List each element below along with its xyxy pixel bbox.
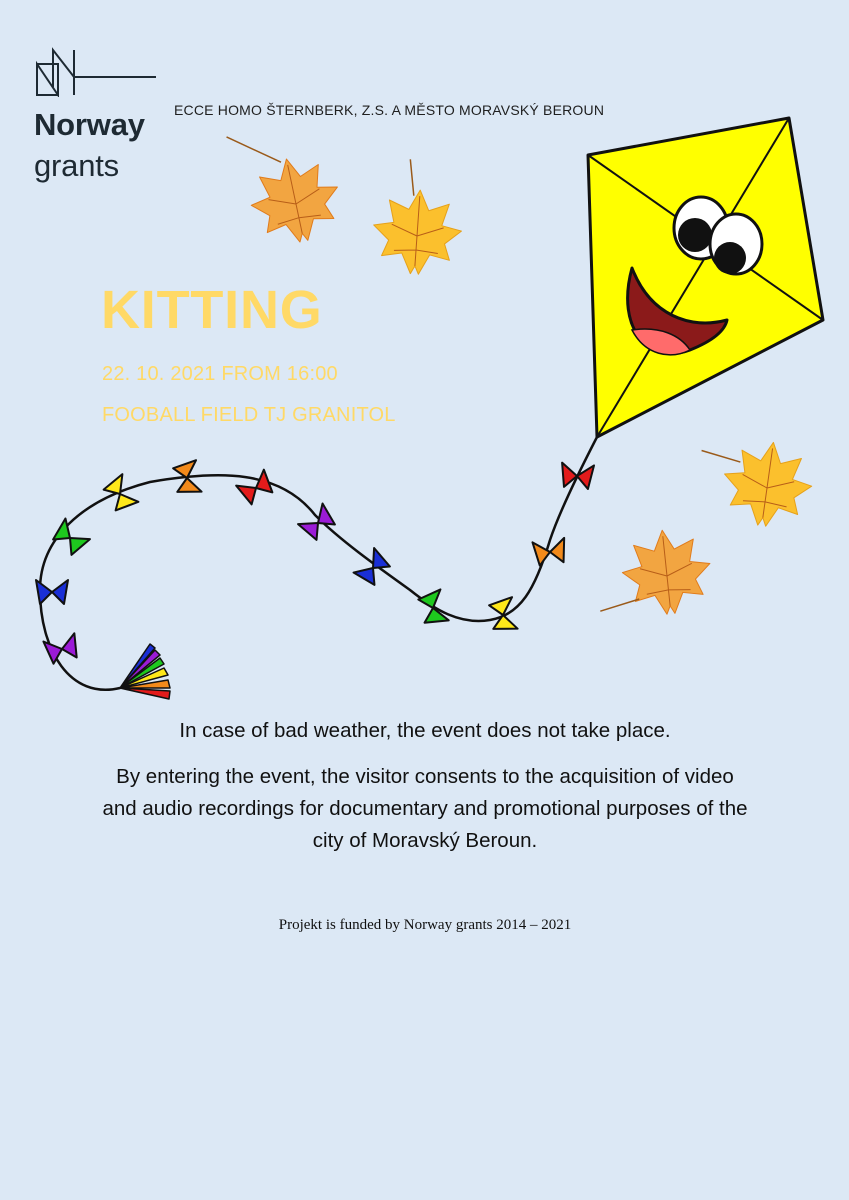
tassel-icon (120, 644, 170, 699)
maple-leaf-icon (593, 526, 715, 621)
event-place: FOOBALL FIELD TJ GRANITOL (102, 404, 396, 426)
organizer-text: ECCE HOMO ŠTERNBERK, Z.S. A MĚSTO MORAVSKÝ BEROUN (174, 102, 605, 118)
logo-norway-text: Norway (34, 107, 145, 142)
maple-leaf-icon (370, 157, 466, 277)
maple-leaf-icon (692, 433, 817, 532)
maple-leaf-icon (227, 117, 347, 253)
consent-notice: By entering the event, the visitor consents to the acquisition of video and audio recordings for documentary and promotional purposes of the city of Moravský Beroun. (102, 765, 748, 852)
event-title: KITTING (101, 280, 323, 340)
weather-notice: In case of bad weather, the event does not take place. (179, 719, 671, 742)
kite-icon (588, 118, 823, 437)
event-date: 22. 10. 2021 FROM 16:00 (102, 363, 338, 385)
funding-footer: Projekt is funded by Norway grants 2014 – 2021 (278, 917, 572, 933)
bow-icon (36, 460, 594, 665)
logo-grants-text: grants (34, 148, 119, 183)
